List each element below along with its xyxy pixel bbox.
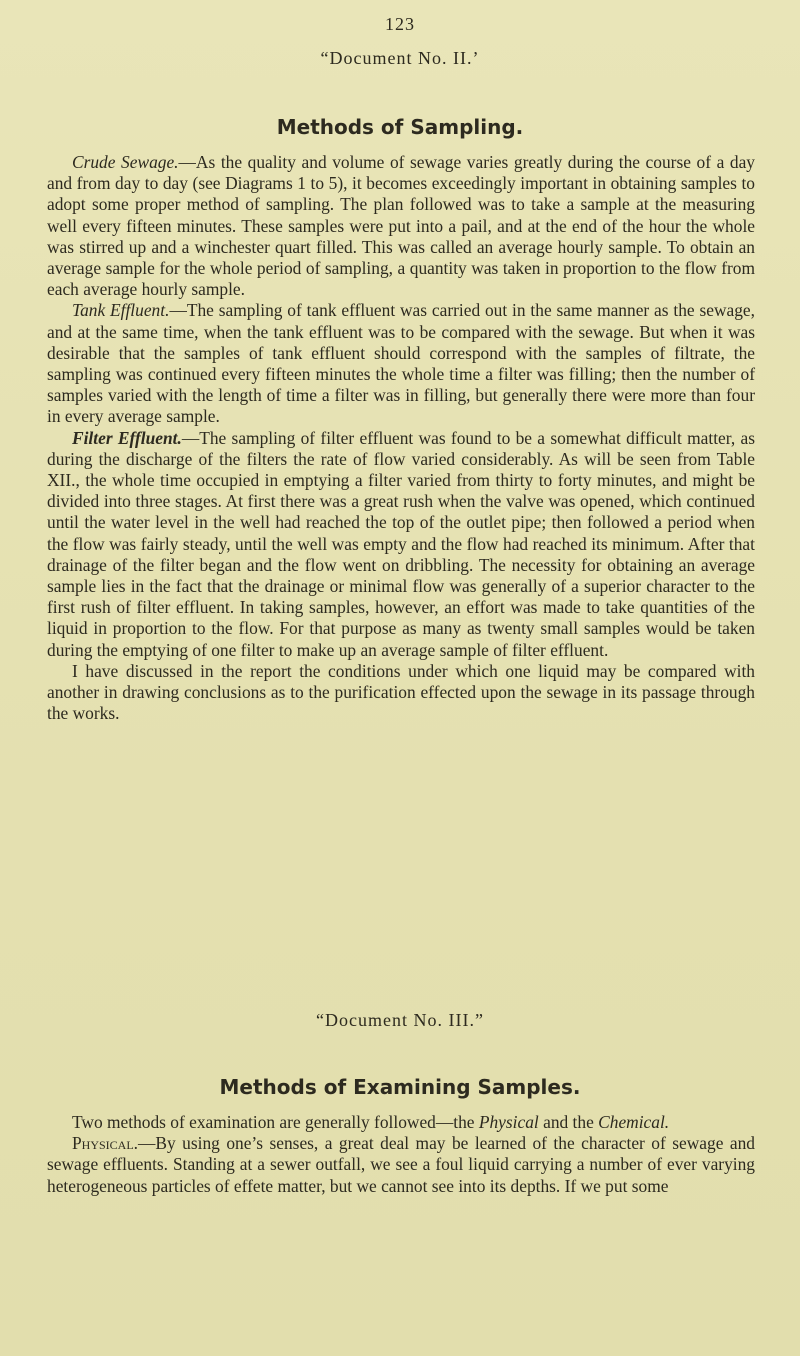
document-iii-header: “Document No. III.” xyxy=(316,1010,484,1030)
crude-sewage-heading: Crude Sewage. xyxy=(72,152,179,172)
tank-effluent-paragraph xyxy=(47,300,755,427)
physical-paragraph xyxy=(47,1133,755,1197)
filter-effluent-text: —The sampling of filter effluent was found to be a somewhat difficult matter, as during the discharge of the filters the rate of flow varied considerably. As will be seen from Table XII., the whole time occupied in emptying a filter varied from thirty to forty minutes, and might be divided into three stages. At first there was a great rush when the valve was opened, which continued until the water level in the well had reached the top of the outlet pipe; then followed a period when the flow was fairly steady, until the well was empty and the flow had reached its minimum. After that drainage of the filter began and the flow went on dribbling. The necessity for obtaining an average sample lies in the fact that the drainage or minimal flow was generally of a superior character to the first rush of filter effluent. In taking samples, however, an effort was made to take quantities of the liquid in proportion to the flow. For that purpose as many as twenty small samples would be taken during the emptying of one filter to make up an average sample of filter effluent. xyxy=(47,427,755,660)
two-methods-paragraph xyxy=(47,1112,755,1133)
document-iii-body xyxy=(47,1112,755,1197)
filter-effluent-heading: Filter Effluent. xyxy=(72,427,182,448)
report-discussion-paragraph: I have discussed in the report the conditions under which one liquid may be compared with another in drawing conclusions as to the purification effected upon the sewage in its passage through the works. xyxy=(47,660,755,724)
tank-effluent-heading: Tank Effluent. xyxy=(72,300,170,321)
filter-effluent-paragraph xyxy=(47,428,755,661)
document-ii-body xyxy=(47,152,755,724)
tank-effluent-text: —The sampling of tank effluent was carried out in the same manner as the sewage, and at the same time, when the tank effluent was to be compared with the sewage. But when it was desirable that the samples of tank effluent should correspond with the samples of filtrate, the sampling was continued every fifteen minutes the whole time a filter was filling; then the number of samples varied with the length of time a filter was in filling, but generally there were more than four in every average sample. xyxy=(47,300,755,427)
physical-heading: Physical. xyxy=(72,1133,139,1154)
methods-of-sampling-title: Methods of Sampling. xyxy=(276,115,524,139)
crude-sewage-paragraph xyxy=(47,152,755,300)
crude-sewage-text: —As the quality and volume of sewage varies greatly during the course of a day and from day to day (see Diagrams 1 to 5), it becomes exceedingly important in obtaining samples to adopt some proper method of sampling. The plan followed was to take a sample at the measuring well every fifteen minutes. These samples were put into a pail, and at the end of the hour the whole was stirred up and a winchester quart filled. This was called an average hourly sample. To obtain an average sample for the whole period of sampling, a quantity was taken in proportion to the flow from each average hourly sample. xyxy=(47,152,755,300)
page-number: 123 xyxy=(385,14,415,34)
two-methods-text-a: Two methods of examination are generally followed—the xyxy=(72,1112,479,1132)
two-methods-text-b: and the xyxy=(538,1112,599,1132)
chemical-word: Chemical. xyxy=(598,1112,670,1132)
physical-word: Physical xyxy=(478,1112,539,1132)
document-ii-header: “Document No. II.’ xyxy=(320,48,480,68)
methods-of-examining-title: Methods of Examining Samples. xyxy=(219,1075,581,1099)
physical-text: —By using one’s senses, a great deal may be learned of the character of sewage and sewage effluents. Standing at a sewer outfall, we see a foul liquid carrying a number of ever varying heterogeneous particles of effete matter, but we cannot see into its depths. If we put some xyxy=(47,1133,755,1196)
